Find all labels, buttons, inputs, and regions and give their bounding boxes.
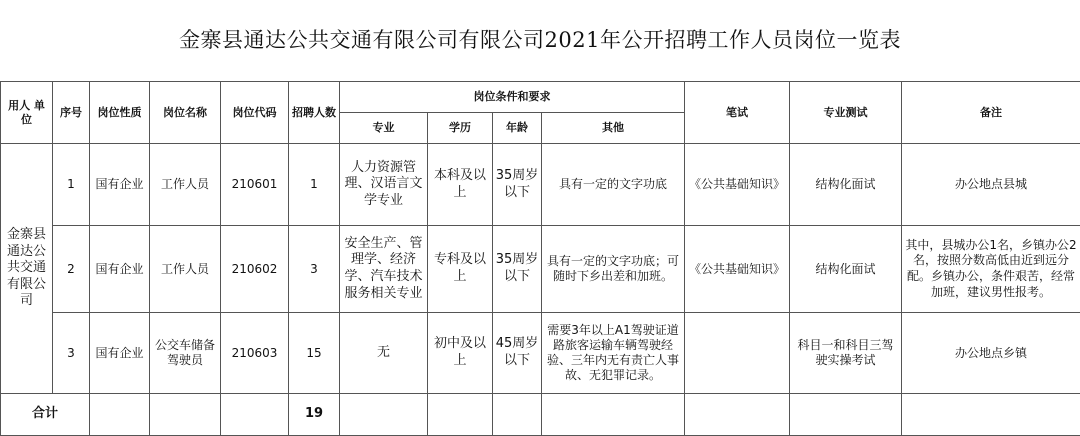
header-post-name: 岗位名称 — [150, 82, 221, 144]
header-recruit-count: 招聘人数 — [289, 82, 340, 144]
header-remarks: 备注 — [902, 82, 1080, 144]
cell-post-code: 210603 — [221, 313, 289, 394]
cell-post-name: 公交车储备驾驶员 — [150, 313, 221, 394]
cell-major: 人力资源管理、汉语言文学专业 — [340, 144, 428, 226]
employer-name-cell: 金寨县通达公共交通有限公司 — [1, 144, 53, 394]
empty-cell — [90, 394, 150, 436]
cell-major: 无 — [340, 313, 428, 394]
cell-other: 具有一定的文字功底；可随时下乡出差和加班。 — [542, 226, 685, 313]
cell-remarks: 办公地点县城 — [902, 144, 1080, 226]
cell-professional-test: 结构化面试 — [790, 144, 902, 226]
cell-seq: 3 — [53, 313, 90, 394]
cell-education: 专科及以上 — [428, 226, 493, 313]
header-nature: 岗位性质 — [90, 82, 150, 144]
header-other: 其他 — [542, 113, 685, 144]
total-count: 19 — [289, 394, 340, 436]
header-post-code: 岗位代码 — [221, 82, 289, 144]
cell-written-test: 《公共基础知识》 — [685, 144, 790, 226]
cell-post-name: 工作人员 — [150, 144, 221, 226]
table-row — [1, 226, 1080, 313]
page-title: 金寨县通达公共交通有限公司有限公司2021年公开招聘工作人员岗位一览表 — [0, 0, 1080, 80]
cell-seq: 1 — [53, 144, 90, 226]
cell-professional-test: 结构化面试 — [790, 226, 902, 313]
cell-written-test — [685, 313, 790, 394]
cell-nature: 国有企业 — [90, 313, 150, 394]
cell-nature: 国有企业 — [90, 144, 150, 226]
empty-cell — [790, 394, 902, 436]
cell-remarks: 办公地点乡镇 — [902, 313, 1080, 394]
recruitment-table — [0, 81, 1080, 436]
cell-nature: 国有企业 — [90, 226, 150, 313]
cell-post-code: 210601 — [221, 144, 289, 226]
empty-cell — [221, 394, 289, 436]
header-professional-test: 专业测试 — [790, 82, 902, 144]
header-education: 学历 — [428, 113, 493, 144]
empty-cell — [493, 394, 542, 436]
empty-cell — [428, 394, 493, 436]
cell-professional-test: 科目一和科目三驾驶实操考试 — [790, 313, 902, 394]
cell-count: 15 — [289, 313, 340, 394]
cell-education: 本科及以上 — [428, 144, 493, 226]
cell-count: 1 — [289, 144, 340, 226]
cell-written-test: 《公共基础知识》 — [685, 226, 790, 313]
total-label: 合计 — [1, 394, 90, 436]
table-row — [1, 144, 1080, 226]
header-row-1 — [1, 82, 1080, 113]
cell-post-code: 210602 — [221, 226, 289, 313]
header-written-test: 笔试 — [685, 82, 790, 144]
header-seq: 序号 — [53, 82, 90, 144]
cell-seq: 2 — [53, 226, 90, 313]
empty-cell — [542, 394, 685, 436]
header-conditions: 岗位条件和要求 — [340, 82, 685, 113]
table-row — [1, 313, 1080, 394]
cell-other: 需要3年以上A1驾驶证道路旅客运输车辆驾驶经验、三年内无有责亡人事故、无犯罪记录。 — [542, 313, 685, 394]
header-age: 年龄 — [493, 113, 542, 144]
empty-cell — [685, 394, 790, 436]
cell-count: 3 — [289, 226, 340, 313]
cell-age: 35周岁以下 — [493, 144, 542, 226]
empty-cell — [150, 394, 221, 436]
header-employer: 用人 单位 — [1, 82, 53, 144]
total-row — [1, 394, 1080, 436]
cell-other: 具有一定的文字功底 — [542, 144, 685, 226]
empty-cell — [340, 394, 428, 436]
cell-remarks: 其中，县城办公1名，乡镇办公2名，按照分数高低由近到远分配。乡镇办公，条件艰苦，经常加班，建议男性报考。 — [902, 226, 1080, 313]
cell-age: 45周岁以下 — [493, 313, 542, 394]
cell-post-name: 工作人员 — [150, 226, 221, 313]
cell-major: 安全生产、管理学、经济学、汽车技术服务相关专业 — [340, 226, 428, 313]
cell-age: 35周岁以下 — [493, 226, 542, 313]
cell-education: 初中及以上 — [428, 313, 493, 394]
empty-cell — [902, 394, 1080, 436]
header-major: 专业 — [340, 113, 428, 144]
